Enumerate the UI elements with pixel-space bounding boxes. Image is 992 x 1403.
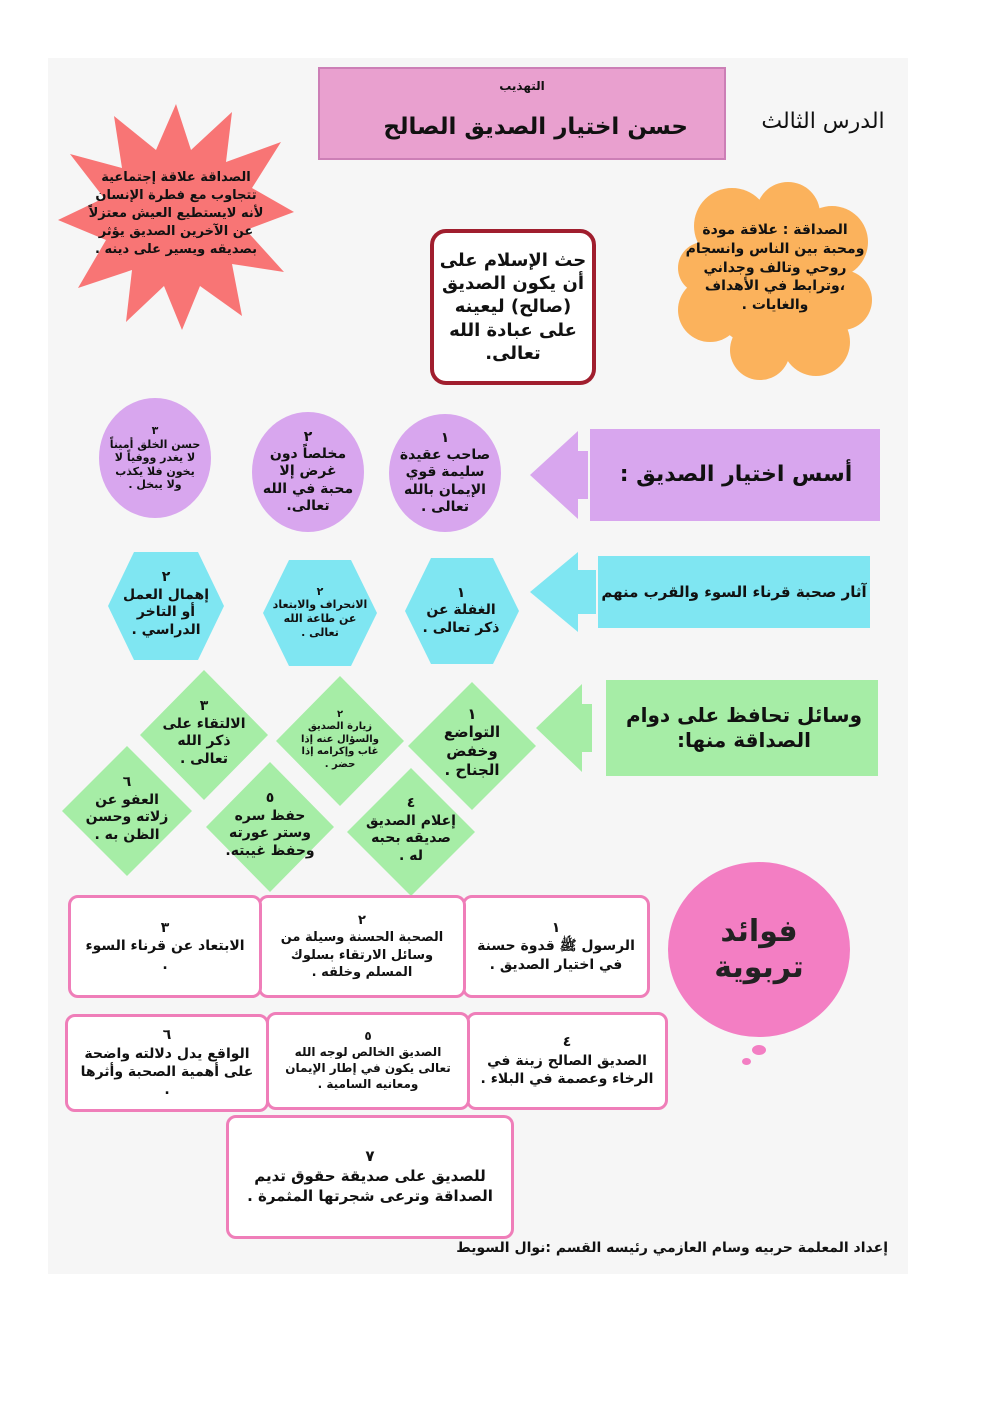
benefit-num-5: ٥ bbox=[364, 1029, 372, 1044]
lesson-title: حسن اختيار الصديق الصالح bbox=[383, 114, 688, 140]
bad-company-num-2: ٢ bbox=[316, 584, 324, 598]
bad-company-item-3 bbox=[116, 558, 216, 650]
benefit-text-6: الواقع يدل دلالته واضحة على أهمية الصحبة وأثرها . bbox=[80, 1045, 254, 1099]
means-text-5: حفظ سره وستر عورته وحفظ غيبته. bbox=[225, 807, 315, 859]
means-item-4 bbox=[362, 778, 460, 882]
benefit-card-3 bbox=[68, 895, 262, 998]
prepared-by-footer: إعداد المعلمة حربيه وسام العازمي رئيسه القسم :نوال السويط bbox=[456, 1240, 888, 1256]
benefit-card-1 bbox=[462, 895, 650, 998]
benefit-card-2 bbox=[258, 895, 466, 998]
benefit-card-6 bbox=[65, 1014, 269, 1112]
foundation-text-2: مخلصاً دون غرض إلا محبة في الله تعالى. bbox=[262, 446, 354, 514]
bad-company-heading: آثار صحبة قرناء السوء والقرب منهم bbox=[601, 582, 867, 601]
means-num-1: ١ bbox=[467, 704, 477, 723]
benefit-card-4 bbox=[466, 1012, 668, 1110]
means-text-1: التواضع وخفض الجناح . bbox=[443, 723, 501, 779]
thought-bubble-dot bbox=[752, 1045, 766, 1055]
benefit-text-3: الابتعاد عن قرناء السوء . bbox=[85, 938, 245, 973]
foundation-item-3 bbox=[99, 398, 211, 518]
bad-company-text-3: إهمال العمل أو التاخر الدراسي . bbox=[122, 586, 209, 638]
means-num-4: ٤ bbox=[406, 795, 416, 811]
bad-company-item-2 bbox=[272, 566, 368, 658]
benefits-heading-line2: تربوية bbox=[714, 949, 804, 985]
means-text-2: زيارة الصديق والسؤال عنه إذا غاب وإكرامه إذا حضر . bbox=[301, 721, 379, 770]
means-text-3: الالتقاء على ذكر الله تعالى . bbox=[162, 715, 246, 767]
benefit-num-6: ٦ bbox=[162, 1027, 172, 1044]
islam-encouragement-box: حث الإسلام على أن يكون الصديق (صالح) ليعينه على عبادة الله تعالى. bbox=[430, 229, 596, 385]
benefit-num-7: ٧ bbox=[365, 1147, 375, 1166]
means-item-5 bbox=[222, 772, 318, 878]
thought-bubble-dot-small bbox=[742, 1058, 751, 1065]
means-num-3: ٣ bbox=[199, 698, 209, 714]
foundation-item-2 bbox=[252, 412, 364, 532]
title-box bbox=[318, 67, 726, 160]
bad-company-text-2: الانحراف والابتعاد عن طاعة الله تعالى . bbox=[272, 598, 368, 639]
benefits-heading-circle bbox=[668, 862, 850, 1037]
friendship-social-text: الصداقة علاقة إجتماعية تتجاوب مع فطرة الإنسان لأنه لايستطيع العيش معتزلاً عن الآخرين الصديق يؤثر بصديقه ويسير على دينه . bbox=[88, 170, 264, 257]
means-item-6 bbox=[80, 756, 174, 862]
benefit-num-3: ٣ bbox=[160, 919, 170, 936]
benefit-text-2: الصحبة الحسنة وسيلة من وسائل الارتقاء بسلوك المسلم وخلقه . bbox=[280, 930, 444, 980]
bad-company-num-3: ٢ bbox=[161, 569, 171, 585]
bad-company-item-1 bbox=[413, 566, 509, 656]
foundation-text-3: حسن الخلق أميناً لا يغدر ووفياً لا يخون فلا يكذب ولا يبخل . bbox=[109, 437, 201, 492]
means-num-2: ٢ bbox=[336, 708, 344, 720]
means-heading: وسائل تحافظ على دوام الصداقة منها: bbox=[625, 703, 863, 752]
foundation-text-1: صاحب عقيدة سليمة قوي الإيمان بالله تعالى . bbox=[399, 447, 491, 515]
means-num-6: ٦ bbox=[122, 774, 132, 790]
benefit-text-1: الرسول ﷺ قدوة حسنة في اختيار الصديق . bbox=[477, 938, 635, 973]
bad-company-text-1: الغفلة عن ذكر تعالى . bbox=[422, 602, 500, 636]
means-text-4: إعلام الصديق صديقه بحبه له . bbox=[366, 812, 456, 864]
benefit-num-1: ١ bbox=[551, 919, 561, 936]
benefit-num-4: ٤ bbox=[562, 1034, 572, 1051]
foundations-heading: أسس اختيار الصديق : bbox=[619, 462, 853, 488]
benefit-text-4: الصديق الصالح زينة في الرخاء وعصمة في البلاء . bbox=[480, 1052, 654, 1088]
benefit-card-5 bbox=[266, 1012, 470, 1110]
benefit-text-5: الصديق الخالص لوجه الله تعالى يكون في إطار الإيمان ومعانيه السامية . bbox=[285, 1045, 451, 1091]
foundation-num-2: ٢ bbox=[303, 429, 313, 446]
benefit-num-2: ٢ bbox=[358, 913, 366, 929]
means-text-6: العفو عن زلاته وحسن الظن به . bbox=[85, 791, 169, 843]
foundation-num-1: ١ bbox=[440, 430, 450, 447]
benefit-card-7 bbox=[226, 1115, 514, 1239]
benefit-text-7: للصديق على صديقة حقوق تديم الصداقة وترعى شجرتها المثمرة . bbox=[247, 1167, 493, 1205]
lesson-number: الدرس الثالث bbox=[761, 109, 885, 134]
subject-label: التهذيب bbox=[499, 79, 545, 93]
foundation-item-1 bbox=[389, 414, 501, 532]
foundation-num-3: ٣ bbox=[151, 424, 159, 438]
benefits-heading-line1: فوائد bbox=[720, 913, 798, 949]
friendship-definition-text: الصداقة : علاقة مودة ومحبة بين الناس وانسجام روحي وتالف وجداني ،وترابط في الأهداف والغايات . bbox=[685, 221, 865, 314]
means-num-5: ٥ bbox=[265, 790, 275, 806]
bad-company-num-1: ١ bbox=[456, 584, 466, 601]
